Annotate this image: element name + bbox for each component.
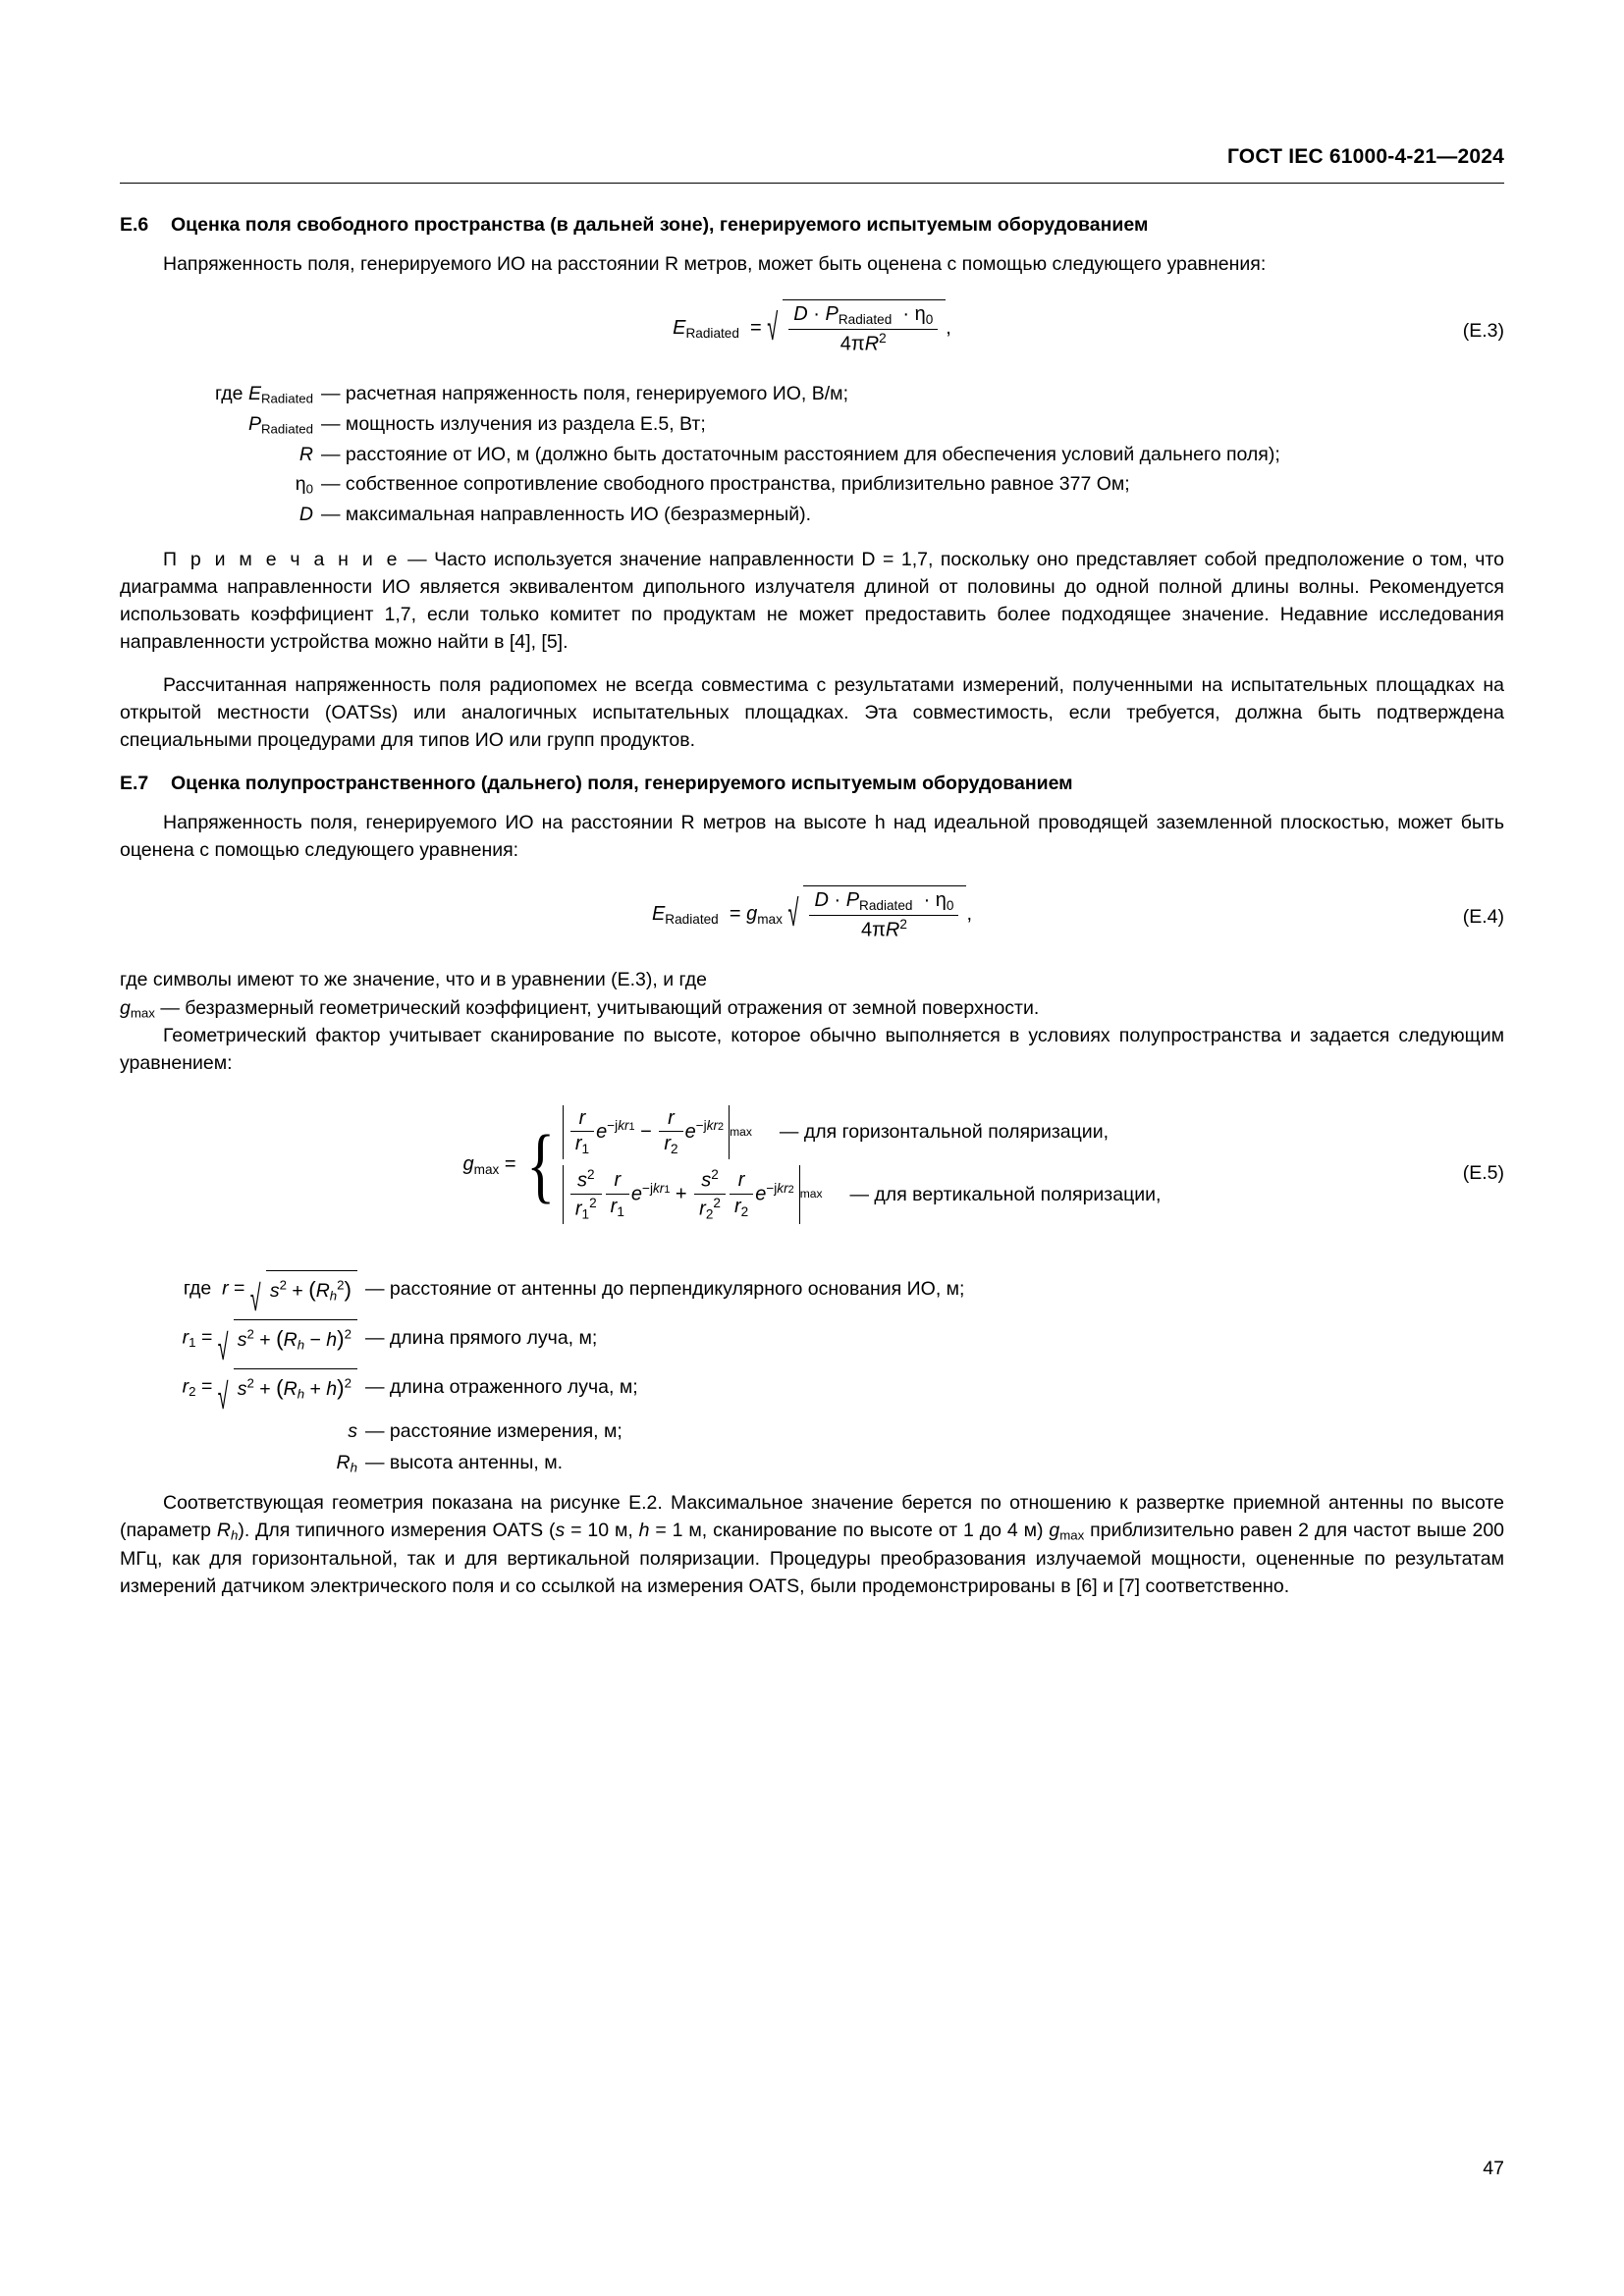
equation-e5-case-vertical: $\frac{s^2}{r_1^2}$ $\frac{r}{r_1}$ $e^{-jkr1}$ + $\frac{s^2}{r_2^2}$ $\frac{r}{r_2}$ $e^{-jkr2}$ max — для вертикальной поляризации, <box>563 1165 1162 1224</box>
definition-row: $P_{Radiated}$ — мощность излучения из раздела Е.5, Вт; <box>120 410 1504 439</box>
equation-e5-case-vertical-label: — для вертикальной поляризации, <box>849 1184 1162 1206</box>
definition-text: — собственное сопротивление свободного пространства, приблизительно равное 377 Ом; <box>321 472 1130 495</box>
definition-row: где r = √ $s^2 + (R_h^2)$ — расстояние от антенны до перпендикулярного основания ИО, м; <box>120 1270 1504 1308</box>
paragraph-e4-where: где символы имеют то же значение, что и в уравнении (Е.3), и где <box>120 969 707 991</box>
paragraph-e6-intro <box>120 250 1504 278</box>
paragraph-final: Соответствующая геометрия показана на рисунке Е.2. Максимальное значение берется по отношению к развертке приемной антенны по высоте (параметр $R_h$). Для типичного измерения OATS (s = 10 м, h = 1 м, сканирование по высоте от 1 до 4 м) $g_{max}$ приблизительно равен 2 для частот выше 200 МГц, как для горизонтальной, так и для вертикальной поляризации. Процедуры преобразования излучаемой мощности, оцененные по результатам измерений датчиком электрического поля и со ссылкой на измерения OATS, были продемонстрированы в [6] и [7] соответственно. <box>120 1492 1505 1598</box>
equation-e5-number: (Е.5) <box>1462 1161 1504 1184</box>
definition-row: $r_2$ = √ $s^2 + (R_h + h)^2$ — длина отраженного луча, м; <box>120 1368 1504 1406</box>
equation-e3-number: (Е.3) <box>1462 320 1504 343</box>
paragraph-oats: Рассчитанная напряженность поля радиопомех не всегда совместима с результатами измерений, полученными на испытательных площадках на открытой местности (OATSs) или аналогичных испытательных площадках. Эта совместимость, если требуется, должна быть подтверждена специальными процедурами для типов ИО или групп продуктов. <box>120 674 1504 752</box>
definition-text: — максимальная направленность ИО (безразмерный). <box>321 503 812 525</box>
paragraph-note <box>120 546 1504 656</box>
section-title-e6: Оценка поля свободного пространства (в дальней зоне), генерируемого испытуемым оборудованием <box>171 214 1149 236</box>
paragraph-e7-intro: Напряженность поля, генерируемого ИО на расстоянии R метров на высоте h над идеальной проводящей заземленной плоскостью, может быть оценена с помощью следующего уравнения: <box>120 812 1504 862</box>
equation-e4-number: (Е.4) <box>1462 906 1504 929</box>
equation-e5-case-horizontal: $\frac{r}{r_1}$ $e^{-jkr1}$ − $\frac{r}{r_2}$ $e^{-jkr2}$ max — для горизонтальной поляризации, <box>563 1105 1162 1159</box>
paragraph-e6-intro-text: Напряженность поля, генерируемого ИО на расстоянии R метров, может быть оценена с помощью следующего уравнения: <box>163 253 1267 276</box>
definition-text: — расстояние от ИО, м (должно быть достаточным расстоянием для обеспечения условий дальнего поля); <box>321 443 1280 465</box>
equation-e4-block <box>120 885 1504 948</box>
gmax-definition-text: — безразмерный геометрический коэффициент, учитывающий отражения от земной поверхности. <box>160 996 1040 1019</box>
page-number: 47 <box>1483 2158 1504 2179</box>
definitions-e5 <box>120 1270 1504 1478</box>
section-number-e7: E.7 <box>120 773 149 795</box>
definition-text: — длина отраженного луча, м; <box>365 1376 638 1399</box>
brace-icon: { <box>525 1117 555 1211</box>
definition-row: где $E_{Radiated}$ — расчетная напряженность поля, генерируемого ИО, В/м; <box>120 380 1504 408</box>
definition-row: s — расстояние измерения, м; <box>120 1417 1504 1445</box>
definition-text: — расстояние от антенны до перпендикулярного основания ИО, м; <box>365 1277 965 1300</box>
section-title-e7: Оценка полупространственного (дальнего) поля, генерируемого испытуемым оборудованием <box>171 773 1073 795</box>
equation-e5-block: $g_{max}$ = { $\frac{r}{r_1}$ $e^{-jkr1}$ − $\frac{r}{r_2}$ $e^{-jkr2}$ max — для горизонтальной поляризации, $\frac{s^2}{r_1^2}$ $\frac{r}{r_1}$ $e^{-jkr1}$ + $\frac{s^2}{r_2^2}$ $\frac{r}{r_2}$ $e^{-jkr2}$ max — для вертикальной поляризации, (Е.5) <box>120 1099 1504 1247</box>
section-heading-e6 <box>120 211 1504 239</box>
equation-e5 <box>520 1099 1162 1231</box>
note-text: — Часто используется значение направленности D = 1,7, поскольку оно представляет собой предположение о том, что диаграмма направленности ИО является эквивалентом дипольного излучателя длиной от половины до одной полной длины волны. Рекомендуется использовать коэффициент 1,7, если только комитет по продуктам не может предоставить более подходящее значение. Недавние исследования направленности устройства можно найти в [4], [5]. <box>120 548 1504 653</box>
paragraph-gmax-def: $g_{max}$ — безразмерный геометрический коэффициент, учитывающий отражения от земной поверхности. <box>120 996 1040 1021</box>
definition-row: $\eta_0$ — собственное сопротивление свободного пространства, приблизительно равное 377 Ом; <box>120 470 1504 499</box>
definitions-e3 <box>120 380 1504 528</box>
definition-text: — высота антенны, м. <box>365 1452 564 1474</box>
definition-row: R — расстояние от ИО, м (должно быть достаточным расстоянием для обеспечения условий дальнего поля); <box>120 441 1504 468</box>
definition-text: — расчетная напряженность поля, генерируемого ИО, В/м; <box>321 383 849 405</box>
where-lead-e5: где <box>183 1276 212 1299</box>
equation-e3: $E_{Radiated}$ = √ $\frac{D \cdot P_{Radiated} \cdot \eta_0}{4\pi R^2}$ , <box>120 299 1504 358</box>
definition-row: D — максимальная направленность ИО (безразмерный). <box>120 501 1504 528</box>
where-lead: где <box>215 383 244 405</box>
note-label: П р и м е ч а н и е <box>163 548 401 570</box>
header-rule <box>120 183 1504 184</box>
equation-e5-case-horizontal-label: — для горизонтальной поляризации, <box>779 1121 1110 1144</box>
section-heading-e7 <box>120 770 1504 797</box>
definition-row: $R_h$ — высота антенны, м. <box>120 1449 1504 1477</box>
paragraph-geometry: Геометрический фактор учитывает сканирование по высоте, которое обычно выполняется в условиях полупространства и задается следующим уравнением: <box>120 1025 1504 1075</box>
equation-e3-block <box>120 299 1504 362</box>
page-header: ГОСТ IEC 61000-4-21—2024 <box>1226 145 1504 168</box>
definition-text: — расстояние измерения, м; <box>365 1420 623 1443</box>
definition-text: — длина прямого луча, м; <box>365 1326 598 1349</box>
section-number-e6: E.6 <box>120 214 149 236</box>
page-content <box>120 211 1504 1600</box>
equation-e4: $E_{Radiated} = g_{max}$ √ $\frac{D \cdot P_{Radiated} \cdot \eta_0}{4\pi R^2}$ , <box>120 885 1504 944</box>
definition-row: $r_1$ = √ $s^2 + (R_h - h)^2$ — длина прямого луча, м; <box>120 1319 1504 1357</box>
definition-text: — мощность излучения из раздела Е.5, Вт; <box>321 412 706 435</box>
